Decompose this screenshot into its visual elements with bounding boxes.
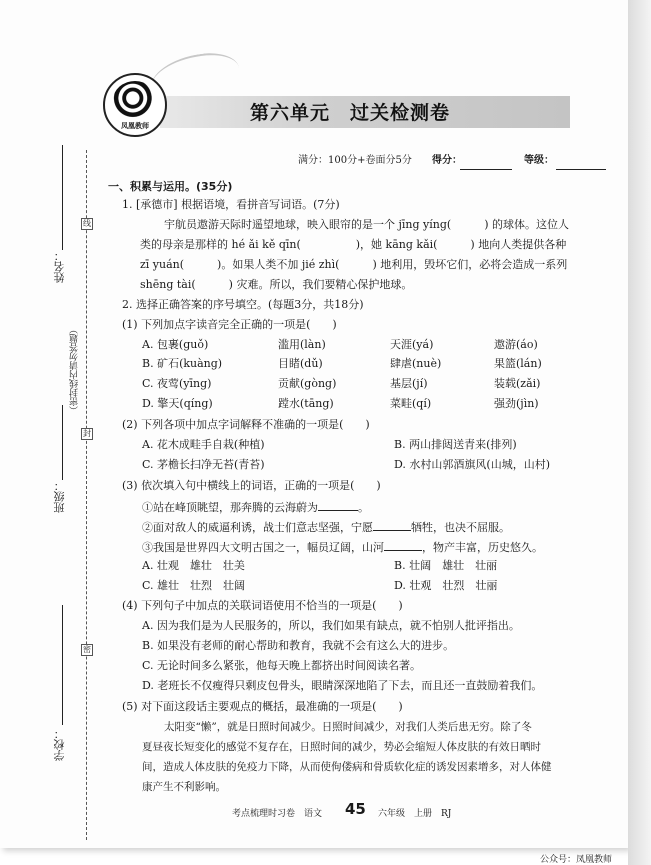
q1-line-3: zī yuán( )。如果人类不加 jié zhì( ) 地利用，毁坏它们，必将会造成一系列 [140, 258, 568, 271]
logo-text: 凤凰教师 [121, 121, 149, 130]
sub2-opt-c: C. 茅檐长扫净无苔(青苔) [142, 458, 265, 471]
seal-line [86, 150, 87, 840]
sub1-opt-d4: 强劲(jìn) [494, 397, 539, 410]
section-heading: 一、积累与运用。(35分) [108, 180, 233, 193]
school-label: 学校： [53, 728, 66, 761]
page-number: 45 [345, 800, 366, 818]
sub1-opt-b1: B. 矿石(kuàng) [142, 357, 223, 370]
sub3-s2: ②面对敌人的威逼利诱，战士们意志坚强，宁愿 牺牲，也决不屈服。 [142, 521, 510, 534]
sub5-passage-1: 太阳变“懒”，就是日照时间减少。日照时间减少，对我们人类后患无穷。除了冬 [164, 721, 532, 733]
swirl-icon [113, 81, 157, 119]
sub3-opt-a: A. 壮观 雄壮 壮美 [142, 559, 245, 572]
sub1-stem: (1) 下列加点字读音完全正确的一项是( ) [122, 318, 337, 331]
sub3-blank-2[interactable] [373, 519, 411, 531]
sub2-opt-b: B. 两山排闼送青来(排列) [394, 438, 517, 451]
sub1-opt-a3: 天涯(yá) [390, 338, 434, 351]
grade-label: 等级： [524, 155, 554, 166]
sub1-opt-a2: 滥用(làn) [278, 338, 326, 351]
wechat-account: 公众号：凤凰教师 [540, 855, 613, 865]
sub1-opt-a1: A. 包裹(guǒ) [142, 338, 209, 351]
page-edge-shadow [628, 0, 651, 865]
score-blank[interactable] [460, 151, 512, 170]
sub5-passage-2: 夏昼夜长短变化的感觉不复存在，日照时间的减少，势必会缩短人体皮肤的有效日晒时 [142, 741, 541, 753]
q1-line-4: shēng tài( ) 灾难。所以，我们要精心保护地球。 [140, 278, 413, 291]
score-info: 满分：100分+卷面分5分 [298, 155, 412, 166]
sub1-opt-d2: 蹚水(tāng) [278, 397, 334, 410]
sub1-opt-c1: C. 夜莺(yīng) [142, 377, 212, 390]
sub4-opt-c: C. 无论时间多么紧张，他每天晚上都挤出时间阅读名著。 [142, 659, 422, 672]
q2-title: 2. 选择正确答案的序号填空。(每题3分，共18分) [122, 298, 364, 311]
sub2-opt-a: A. 花木成畦手自栽(种植) [142, 438, 265, 451]
sub3-blank-1[interactable] [318, 499, 358, 511]
sub4-stem: (4) 下列句子中加点的关联词语使用不恰当的一项是( ) [122, 599, 403, 612]
sub1-opt-b3: 肆虐(nuè) [390, 357, 442, 370]
sub3-s3: ③我国是世界四大文明古国之一，幅员辽阔，山河 ，物产丰富，历史悠久。 [142, 541, 543, 554]
sub4-opt-b: B. 如果没有老师的耐心帮助和教育，我就不会有这么大的进步。 [142, 639, 455, 652]
sub1-opt-a4: 遨游(áo) [494, 338, 538, 351]
footer-right: 六年级 上册 RJ [378, 809, 452, 819]
sub3-s1: ①站在峰顶眺望，那奔腾的云海蔚为 。 [142, 501, 369, 514]
sub3-opt-d: D. 壮观 壮烈 壮丽 [394, 579, 498, 592]
class-label: 班级： [53, 480, 66, 513]
page-title: 第六单元 过关检测卷 [250, 102, 451, 124]
sub1-opt-d3: 菜畦(qí) [390, 397, 432, 410]
sub1-opt-b4: 果篮(lán) [494, 357, 542, 370]
sub1-opt-c4: 装载(zǎi) [494, 377, 541, 390]
sub3-blank-3[interactable] [384, 539, 422, 551]
name-line[interactable] [62, 145, 63, 250]
sub2-opt-d: D. 水村山郭酒旗风(山城，山村) [394, 458, 551, 471]
sub3-opt-c: C. 雄壮 壮烈 壮阔 [142, 579, 246, 592]
publisher-logo [103, 73, 167, 137]
seal-box-3: 密 [83, 645, 91, 654]
sub3-opt-b: B. 壮阔 雄壮 壮丽 [394, 559, 498, 572]
seal-box-2: 封 [83, 429, 91, 438]
seal-box-1: 线 [83, 219, 91, 228]
name-label: 姓名： [53, 250, 66, 283]
sub5-passage-3: 间，造成人体皮肤的免疫力下降，从而使佝偻病和骨质软化症的诱发因素增多，对人体健 [142, 761, 552, 773]
score-label: 得分： [432, 155, 462, 166]
school-line[interactable] [62, 605, 63, 725]
q1-line-2: 类的母亲是那样的 hé ǎi kě qīn( )，她 kāng kǎi( ) 地向人类提供各种 [140, 238, 567, 251]
sub1-opt-b2: 目睹(dǔ) [278, 357, 323, 370]
sub3-stem: (3) 依次填入句中横线上的词语，正确的一项是( ) [122, 479, 381, 492]
grade-blank[interactable] [556, 151, 606, 170]
seal-note: （密封线内请勿答题） [70, 325, 80, 415]
sub4-opt-d: D. 老班长不仅瘦得只剩皮包骨头，眼睛深深地陷了下去，而且还一直鼓励着我们。 [142, 679, 543, 692]
sub4-opt-a: A. 因为我们是为人民服务的，所以，我们如果有缺点，就不怕别人批评指出。 [142, 619, 520, 632]
q1-title: 1. [承德市] 根据语境，看拼音写词语。(7分) [122, 198, 340, 211]
sub5-passage-4: 康产生不利影响。 [142, 781, 226, 793]
sub2-stem: (2) 下列各项中加点字词解释不准确的一项是( ) [122, 418, 370, 431]
sub5-stem: (5) 对下面这段话主要观点的概括，最准确的一项是( ) [122, 700, 403, 713]
class-line[interactable] [62, 405, 63, 480]
q1-line-1: 宇航员遨游天际时遥望地球，映入眼帘的是一个 jīng yíng( ) 的球体。这位人 [164, 218, 569, 231]
sub1-opt-c2: 贡献(gòng) [278, 377, 337, 390]
sub1-opt-c3: 基层(jí) [390, 377, 428, 390]
sub1-opt-d1: D. 擎天(qíng) [142, 397, 213, 410]
footer-left: 考点梳理时习卷 语文 [232, 809, 323, 819]
